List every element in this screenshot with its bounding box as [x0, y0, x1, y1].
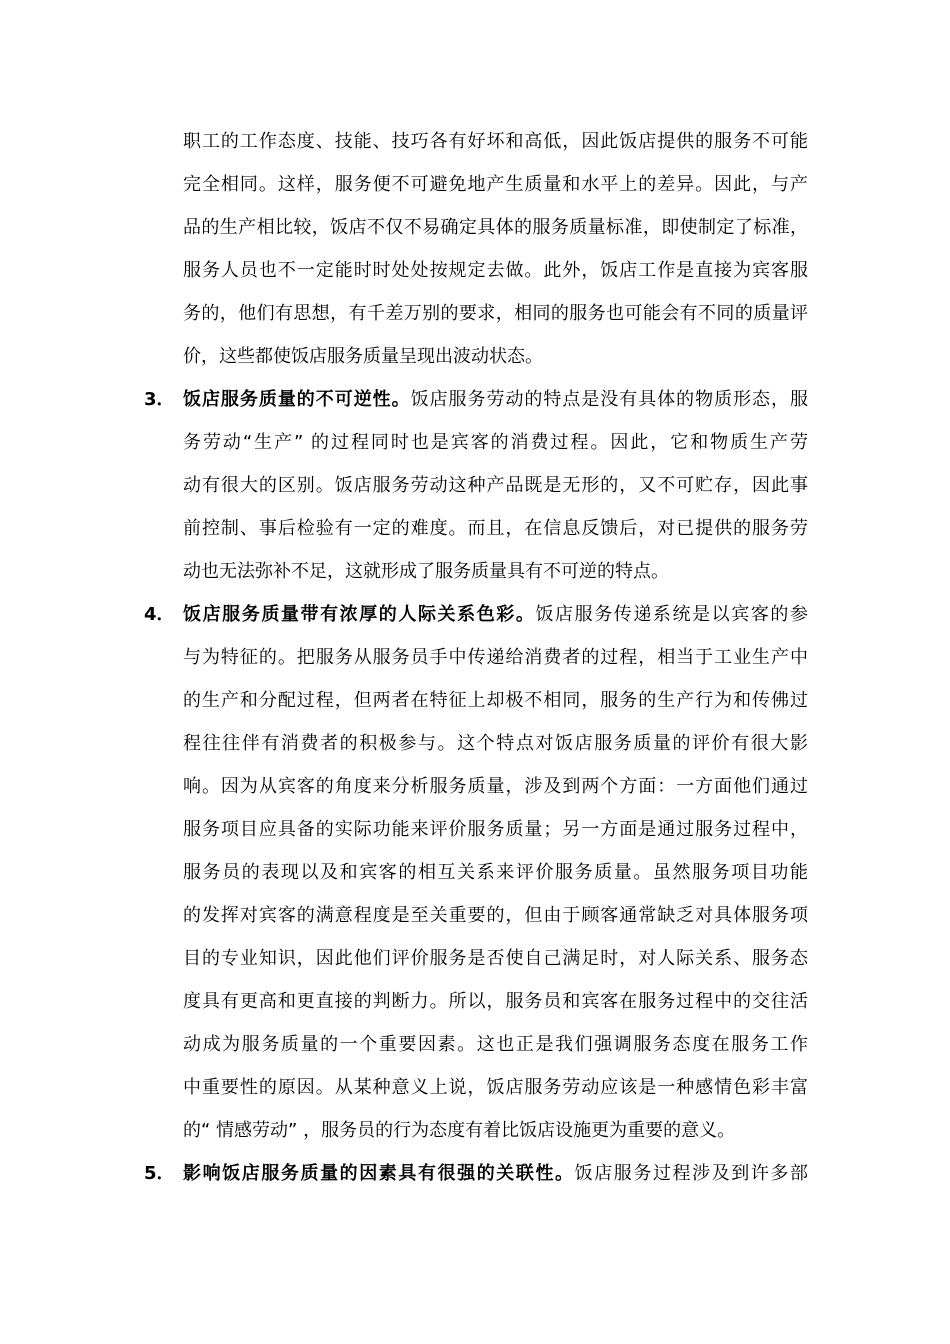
paragraph-line: 的生产和分配过程，但两者在特征上却极不相同，服务的生产行为和传佛过 — [183, 690, 808, 711]
paragraph-line: 中重要性的原因。从某种意义上说，饭店服务劳动应该是一种感情色彩丰富 — [183, 1077, 808, 1098]
paragraph-line: 动也无法弥补不足，这就形成了服务质量具有不可逆的特点。 — [183, 561, 669, 582]
paragraph-line: 务的，他们有思想，有千差万别的要求，相同的服务也可能会有不同的质量评 — [183, 303, 808, 324]
paragraph-line: 的发挥对宾客的满意程度是至关重要的，但由于顾客通常缺乏对具体服务项 — [183, 905, 808, 926]
list-number: 5． — [144, 1163, 175, 1184]
paragraph-line: 目的专业知识，因此他们评价服务是否使自己满足时，对人际关系、服务态 — [183, 948, 808, 969]
paragraph-line: 服务员的表现以及和宾客的相互关系来评价服务质量。虽然服务项目功能 — [183, 862, 808, 883]
list-item-first-line — [183, 601, 808, 629]
paragraph-line: 前控制、事后检验有一定的难度。而且，在信息反馈后，对已提供的服务劳 — [183, 518, 808, 539]
paragraph-line: 完全相同。这样，服务便不可避免地产生质量和水平上的差异。因此，与产 — [183, 174, 808, 195]
list-item-title: 饭店服务质量带有浓厚的人际关系色彩。 — [183, 604, 536, 625]
list-item-first-line — [183, 1160, 808, 1188]
paragraph-line: 务劳动“生产” 的过程同时也是宾客的消费过程。因此，它和物质生产劳 — [183, 432, 808, 453]
list-item-title: 影响饭店服务质量的因素具有很强的关联性。 — [183, 1163, 575, 1184]
list-item-title: 饭店服务质量的不可逆性。 — [183, 389, 411, 410]
list-item-first-line — [183, 386, 808, 414]
paragraph-line: 价，这些都使饭店服务质量呈现出波动状态。 — [183, 346, 543, 367]
paragraph-line: 动成为服务质量的一个重要因素。这也正是我们强调服务态度在服务工作 — [183, 1034, 808, 1055]
paragraph-line: 动有很大的区别。饭店服务劳动这种产品既是无形的，又不可贮存，因此事 — [183, 475, 808, 496]
paragraph-line: 服务项目应具备的实际功能来评价服务质量；另一方面是通过服务过程中， — [183, 819, 808, 840]
paragraph-line: 度具有更高和更直接的判断力。所以，服务员和宾客在服务过程中的交往活 — [183, 991, 808, 1012]
paragraph-line: 品的生产相比较，饭店不仅不易确定具体的服务质量标准，即使制定了标准， — [183, 217, 808, 238]
list-item-text: 饭店服务劳动的特点是没有具体的物质形态，服 — [410, 389, 808, 410]
list-item-text: 饭店服务传递系统是以宾客的参 — [535, 604, 808, 625]
paragraph-line: 程往往伴有消费者的积极参与。这个特点对饭店服务质量的评价有很大影 — [183, 733, 808, 754]
paragraph-line: 职工的工作态度、技能、技巧各有好坏和高低，因此饭店提供的服务不可能 — [183, 131, 808, 152]
paragraph-line: 与为特征的。把服务从服务员手中传递给消费者的过程，相当于工业生产中 — [183, 647, 808, 668]
paragraph-line: 服务人员也不一定能时时处处按规定去做。此外，饭店工作是直接为宾客服 — [183, 260, 808, 281]
list-number: 4． — [144, 604, 175, 625]
list-number: 3． — [144, 389, 175, 410]
list-item-text: 饭店服务过程涉及到许多部 — [574, 1163, 808, 1184]
paragraph-line: 的“ 情感劳动” ，服务员的行为态度有着比饭店设施更为重要的意义。 — [183, 1120, 736, 1141]
paragraph-line: 响。因为从宾客的角度来分析服务质量，涉及到两个方面：一方面他们通过 — [183, 776, 808, 797]
